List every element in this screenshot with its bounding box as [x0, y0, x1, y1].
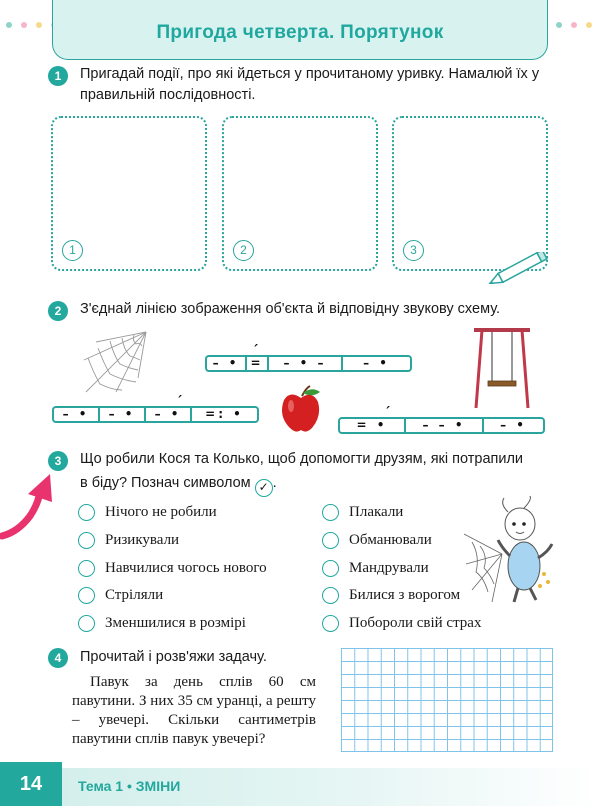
option-label: Мандрували — [349, 560, 429, 576]
pencil-icon — [484, 252, 554, 284]
option-checkbox[interactable] — [78, 532, 95, 549]
scheme3-cell-1: ´ = • — [340, 419, 406, 432]
stress-mark: ´ — [176, 395, 186, 410]
option-label: Обманювали — [349, 532, 432, 548]
option-cried[interactable] — [322, 504, 403, 521]
option-label: Поборoли свій страх — [349, 615, 482, 631]
option-label: Стріляли — [105, 587, 164, 603]
apple-image[interactable] — [280, 384, 322, 434]
scheme2-cell-1: – • — [54, 408, 100, 421]
task3-text-line1: Що робили Кося та Колько, щоб допомогти друзям, які потрапили — [80, 451, 524, 467]
option-label: Зменшилися в розмірі — [105, 615, 246, 631]
frame-number-1: 1 — [62, 240, 83, 261]
scheme2-cell-2: – • — [100, 408, 146, 421]
goat-character-illustration — [462, 494, 558, 604]
sound-scheme-1[interactable] — [205, 344, 412, 372]
stress-mark: ´ — [384, 406, 394, 421]
scheme1-cell-4: – • — [363, 356, 390, 370]
option-checkbox[interactable] — [78, 504, 95, 521]
scheme3-cell-2: – – • — [406, 419, 484, 432]
footer-topic: Тема 1 • ЗМІНИ — [78, 778, 181, 794]
option-checkbox[interactable] — [322, 532, 339, 549]
scheme1-cell-1: – • — [207, 357, 247, 370]
sound-scheme-3[interactable] — [338, 406, 545, 434]
task4-text: Прочитай і розв'яжи задачу. — [80, 649, 267, 665]
task1-number: 1 — [48, 66, 68, 86]
sound-scheme-2[interactable] — [52, 395, 259, 423]
option-shrank[interactable] — [78, 615, 246, 632]
task3-text-end: . — [272, 475, 277, 491]
scheme1-cell-3: – • – — [269, 357, 343, 370]
task2-number: 2 — [48, 301, 68, 321]
option-label: Билися з ворогом — [349, 587, 461, 603]
option-travelled[interactable] — [322, 560, 429, 577]
math-problem-text: Павук за день сплів 60 см павутини. З них 35 см уранці, а решту – увечері. Скільки сантиметрів павутини сплів павук увечері? — [72, 674, 316, 747]
pointer-arrow-icon — [0, 468, 60, 540]
frame-number-2: 2 — [233, 240, 254, 261]
task3-text-line2 — [80, 473, 277, 497]
option-checkbox[interactable] — [78, 587, 95, 604]
option-checkbox[interactable] — [78, 560, 95, 577]
drawing-frame-3[interactable] — [392, 116, 548, 271]
page-number: 14 — [0, 762, 62, 806]
option-risked[interactable] — [78, 532, 179, 549]
scheme1-cell-2: ´ = — [247, 357, 269, 370]
task4-number: 4 — [48, 648, 68, 668]
page-title: Пригода четверта. Порятунок — [156, 22, 444, 43]
option-shot[interactable] — [78, 587, 163, 604]
swing-image[interactable] — [472, 326, 532, 410]
option-checkbox[interactable] — [322, 587, 339, 604]
option-checkbox[interactable] — [322, 504, 339, 521]
frame-number-3: 3 — [403, 240, 424, 261]
option-label: Плакали — [349, 504, 404, 520]
check-circle-icon: ✓ — [255, 479, 273, 497]
answer-grid[interactable] — [341, 648, 553, 752]
option-nothing[interactable] — [78, 504, 217, 521]
task3-number: 3 — [48, 451, 68, 471]
option-label: Нічого не робили — [105, 504, 217, 520]
option-overcame-fear[interactable] — [322, 615, 481, 632]
scheme2-cell-4: =: • — [205, 407, 244, 421]
cobweb-image[interactable] — [82, 330, 148, 394]
stress-mark: ´ — [252, 344, 262, 359]
option-checkbox[interactable] — [78, 615, 95, 632]
option-checkbox[interactable] — [322, 615, 339, 632]
drawing-frame-1[interactable] — [51, 116, 207, 271]
option-label: Навчилися чогось нового — [105, 560, 267, 576]
scheme2-cell-3: ´ – • — [146, 408, 192, 421]
scheme3-cell-3: – • — [500, 418, 527, 432]
option-learned[interactable] — [78, 560, 267, 577]
option-label: Ризикували — [105, 532, 180, 548]
option-deceived[interactable] — [322, 532, 432, 549]
task2-text: З'єднай лінією зображення об'єкта й відповідну звукову схему. — [80, 301, 501, 317]
option-fought[interactable] — [322, 587, 460, 604]
task3-text-line2-label: в біду? Познач символом — [80, 475, 251, 491]
option-checkbox[interactable] — [322, 560, 339, 577]
task1-text: Пригадай події, про які йдеться у прочитаному уривку. Намалюй їх у правильній послідовності. — [80, 66, 540, 103]
drawing-frame-2[interactable] — [222, 116, 378, 271]
